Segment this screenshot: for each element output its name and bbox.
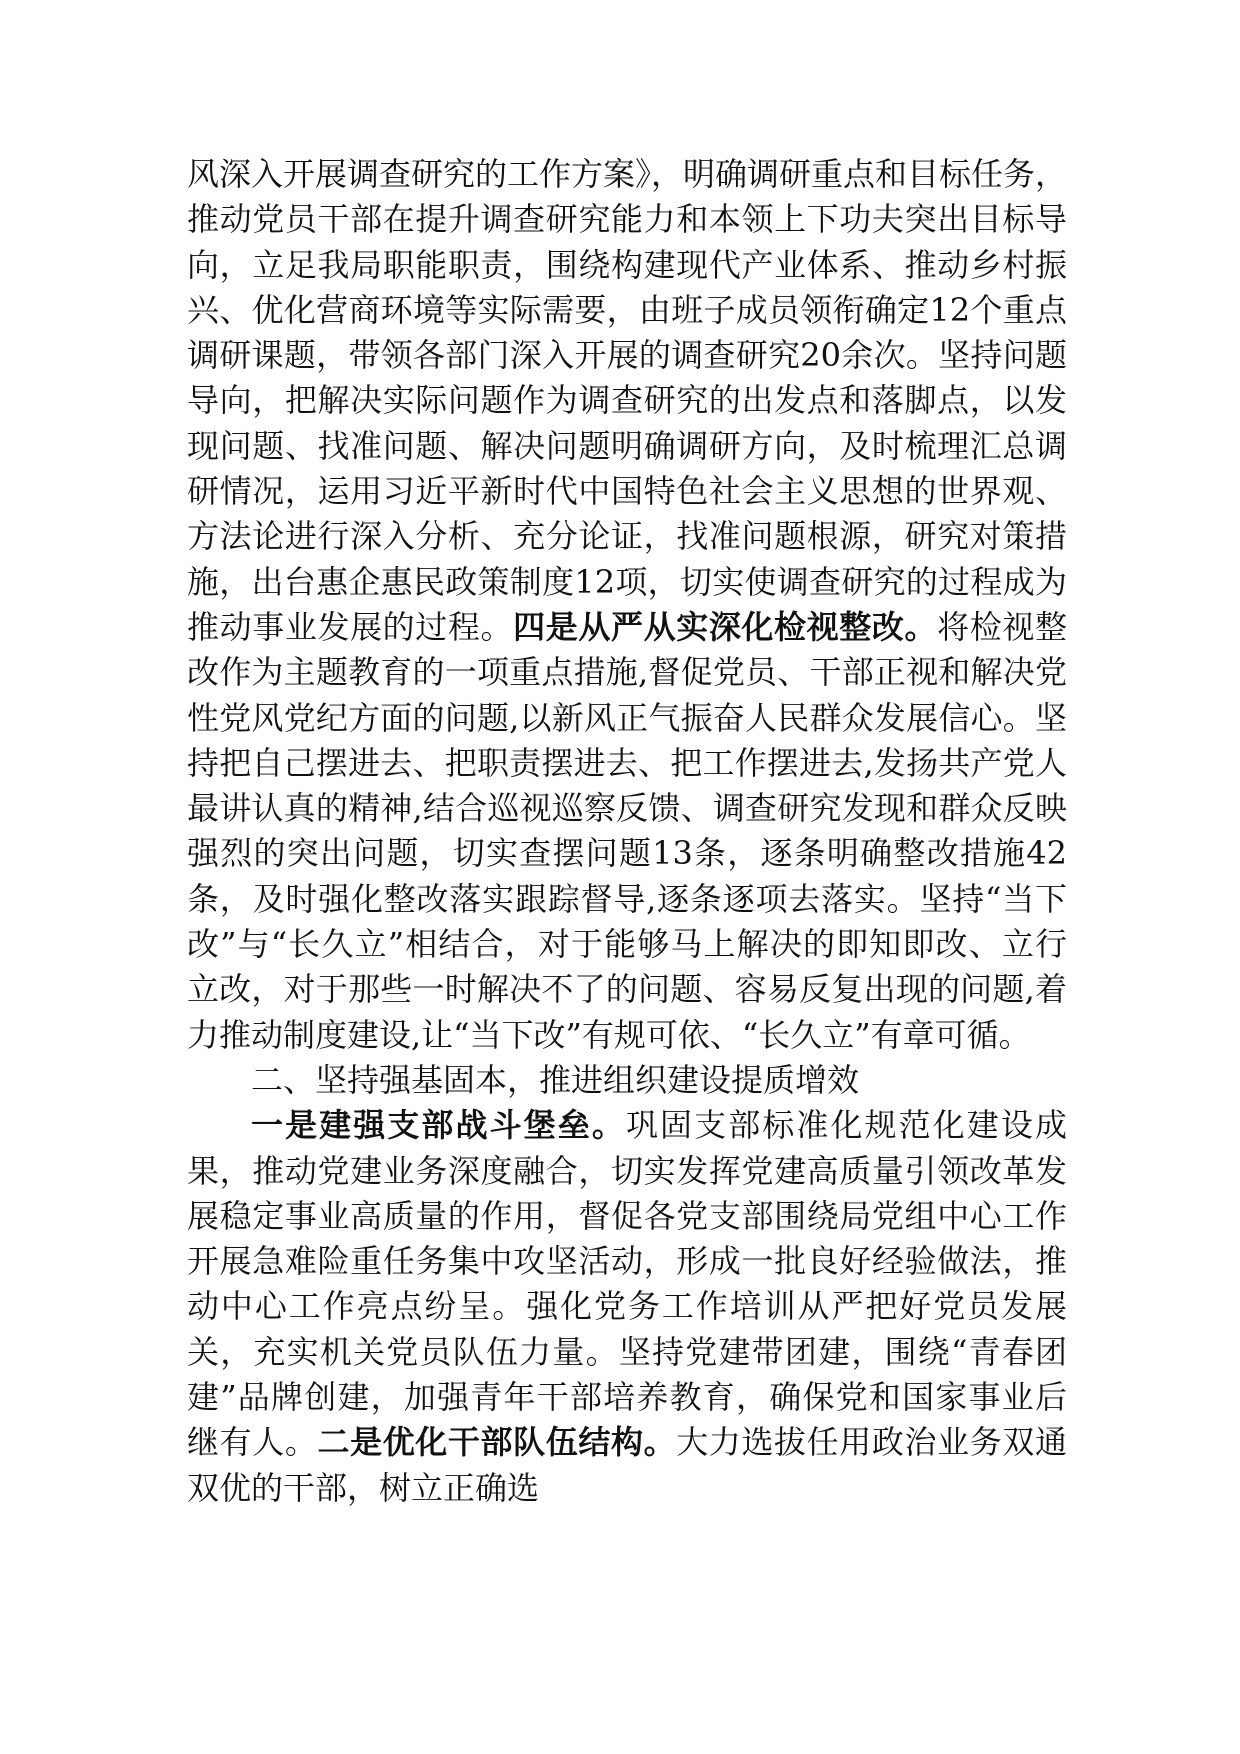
paragraph-text: 巩固支部标准化规范化建设成果，推动党建业务深度融合，切实发挥党建高质量引领改革发展稳定事业高质量的作用，督促各党支部围绕局党组中心工作开展急难险重任务集中攻坚活动，形成一批良好经验做法，推动中心工作亮点纷呈。强化党务工作培训从严把好党员发展关，充实机关党员队伍力量。坚持党建带团建，围绕“青春团建”品牌创建，加强青年干部培养教育，确保党和国家事业后继有人。 — [187, 1106, 1067, 1462]
paragraph-text: 风深入开展调查研究的工作方案》，明确调研重点和目标任务，推动党员干部在提升调查研究能力和本领上下功夫突出目标导向，立足我局职能职责，围绕构建现代产业体系、推动乡村振兴、优化营商环境等实际需要，由班子成员领衔确定12个重点调研课题，带领各部门深入开展的调查研究20余次。坚持问题导向，把解决实际问题作为调查研究的出发点和落脚点，以发现问题、找准问题、解决问题明确调研方向，及时梳理汇总调研情况，运用习近平新时代中国特色社会主义思想的世界观、方法论进行深入分析、充分论证，找准问题根源，研究对策措施，出台惠企惠民政策制度12项，切实使调查研究的过程成为推动事业发展的过程。 — [187, 155, 1068, 646]
document-body — [187, 152, 1067, 1511]
paragraph-text: 大力选拔任用政治业务双通双优的干部，树立正确选 — [187, 1423, 1067, 1507]
bold-lead-phrase: 一是建强支部战斗堡垒。 — [251, 1106, 626, 1145]
bold-lead-phrase: 二是优化干部队伍结构。 — [317, 1423, 677, 1462]
paragraph-inspection-rectification — [187, 152, 1067, 1058]
section-heading: 二、坚持强基固本，推进组织建设提质增效 — [251, 1060, 860, 1099]
bold-lead-phrase: 四是从严从实深化检视整改。 — [513, 607, 938, 646]
paragraph-organization-building — [187, 1103, 1067, 1511]
paragraph-text: 将检视整改作为主题教育的一项重点措施,督促党员、干部正视和解决党性党风党纪方面的问题,以新风正气振奋人民群众发展信心。坚持把自己摆进去、把职责摆进去、把工作摆进去,发扬共产党人最讲认真的精神,结合巡视巡察反馈、调查研究发现和群众反映强烈的突出问题，切实查摆问题13条，逐条明确整改措施42条，及时强化整改落实跟踪督导,逐条逐项去落实。坚持“当下改”与“长久立”相结合，对于能够马上解决的即知即改、立行立改，对于那些一时解决不了的问题、容易反复出现的问题,着力推动制度建设,让“当下改”有规可依、“长久立”有章可循。 — [187, 607, 1067, 1054]
